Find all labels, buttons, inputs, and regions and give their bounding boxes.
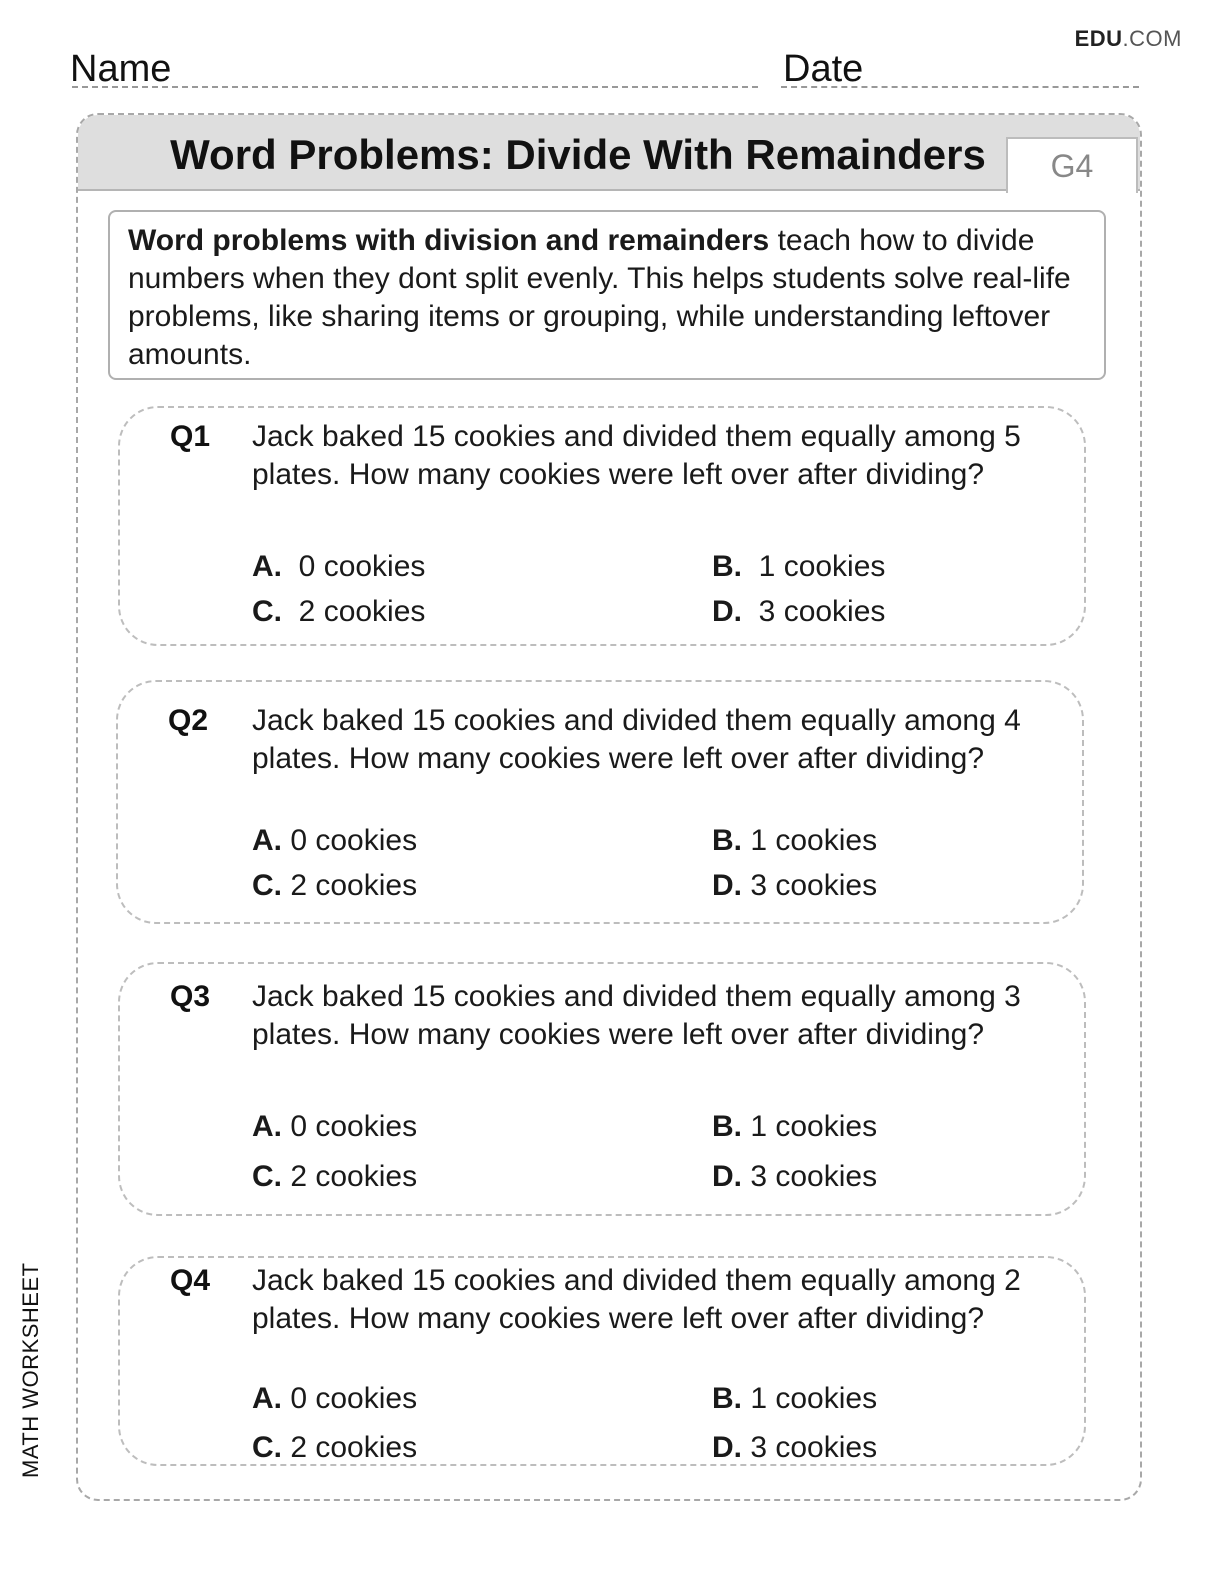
option-c[interactable] [252,1431,417,1465]
question-number: Q4 [170,1264,211,1297]
grade-tab: G4 [1006,137,1138,193]
title-bar [78,115,1140,191]
option-text: 0 cookies [298,550,426,583]
option-letter: D. [712,1431,742,1464]
option-text: 2 cookies [290,869,418,902]
option-text: 1 cookies [758,550,886,583]
option-a[interactable] [252,824,417,858]
option-c[interactable] [252,1160,417,1194]
brand-rest: .COM [1122,26,1182,51]
intro-box [108,210,1106,380]
option-a[interactable] [252,550,425,584]
option-text: 3 cookies [750,869,878,902]
option-letter: D. [712,1160,742,1193]
option-text: 3 cookies [758,595,886,628]
option-letter: B. [712,550,742,583]
option-text: 1 cookies [750,1382,878,1415]
brand-bold: EDU [1074,26,1123,51]
option-letter: D. [712,869,742,902]
question-number: Q1 [170,420,211,453]
option-text: 1 cookies [750,1110,878,1143]
option-b[interactable] [712,1110,877,1144]
option-a[interactable] [252,1382,417,1416]
question-text: Jack baked 15 cookies and divided them equally among 5 plates. How many cookies were left over after dividing? [252,420,1021,491]
name-line[interactable] [72,86,758,88]
option-text: 0 cookies [290,1382,418,1415]
option-letter: C. [252,1431,282,1464]
option-letter: C. [252,869,282,902]
option-letter: C. [252,595,282,628]
option-d[interactable] [712,1431,877,1465]
question-card-1 [118,406,1086,646]
option-letter: A. [252,824,282,857]
side-label: MATH WORKSHEET [18,1262,43,1478]
option-b[interactable] [712,1382,877,1416]
option-text: 3 cookies [750,1431,878,1464]
option-text: 0 cookies [290,1110,418,1143]
question-text: Jack baked 15 cookies and divided them equally among 4 plates. How many cookies were left over after dividing? [252,704,1021,775]
option-c[interactable] [252,595,425,629]
option-text: 2 cookies [298,595,426,628]
date-line[interactable] [781,86,1139,88]
worksheet-title: Word Problems: Divide With Remainders [170,131,986,178]
option-text: 1 cookies [750,824,878,857]
option-letter: B. [712,1382,742,1415]
question-card-4 [118,1256,1086,1466]
option-d[interactable] [712,1160,877,1194]
question-number: Q2 [168,704,209,737]
option-d[interactable] [712,595,885,629]
option-letter: D. [712,595,742,628]
option-text: 2 cookies [290,1160,418,1193]
option-c[interactable] [252,869,417,903]
date-label: Date [783,48,864,90]
option-letter: B. [712,824,742,857]
brand-logo [1075,26,1182,52]
option-letter: C. [252,1160,282,1193]
option-b[interactable] [712,550,885,584]
intro-bold: Word problems with division and remainders [128,224,770,257]
option-a[interactable] [252,1110,417,1144]
option-text: 0 cookies [290,824,418,857]
option-letter: A. [252,550,282,583]
option-text: 2 cookies [290,1431,418,1464]
option-b[interactable] [712,824,877,858]
option-text: 3 cookies [750,1160,878,1193]
option-letter: A. [252,1382,282,1415]
question-number: Q3 [170,980,211,1013]
intro-text: teach how to divide numbers when they dont split evenly. This helps students solve real-life problems, like sharing items or grouping, while understanding leftover amounts. [128,224,1071,371]
option-d[interactable] [712,869,877,903]
option-letter: A. [252,1110,282,1143]
option-letter: B. [712,1110,742,1143]
name-label: Name [70,48,172,90]
question-card-3 [118,962,1086,1216]
question-text: Jack baked 15 cookies and divided them equally among 2 plates. How many cookies were left over after dividing? [252,1264,1021,1335]
question-card-2 [116,680,1084,924]
question-text: Jack baked 15 cookies and divided them equally among 3 plates. How many cookies were left over after dividing? [252,980,1021,1051]
